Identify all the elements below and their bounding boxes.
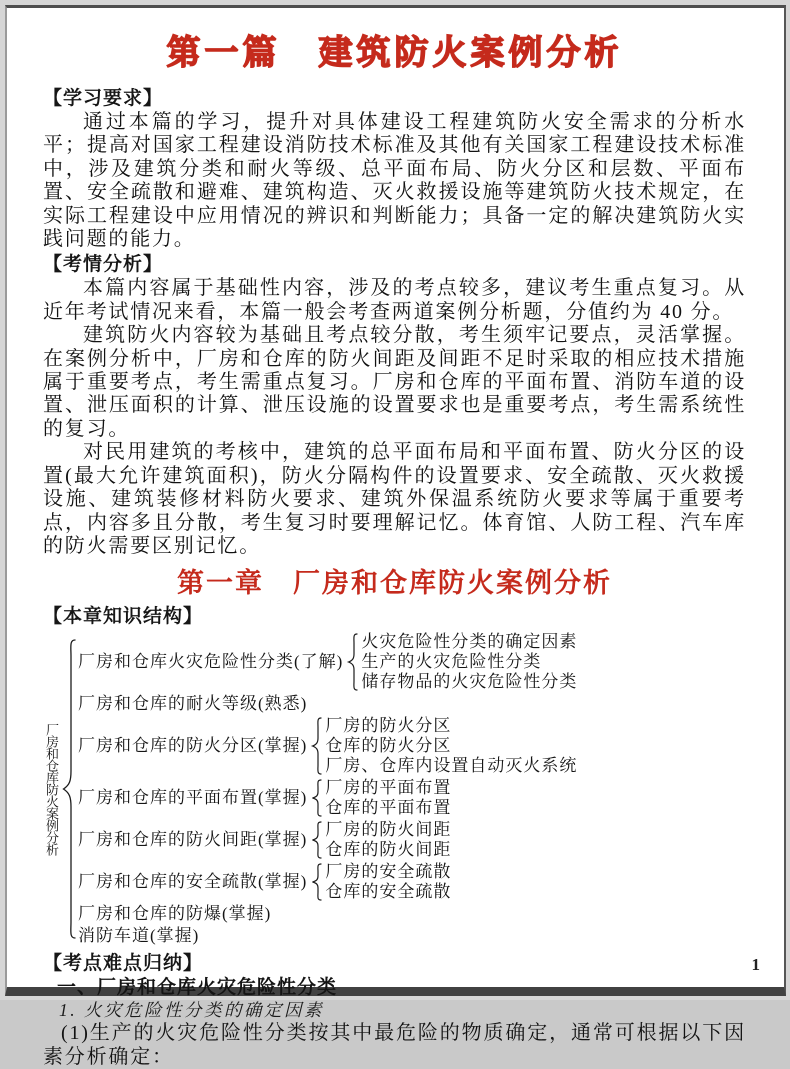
exam-analysis-heading: 【考情分析】 <box>43 253 164 276</box>
tree-leaf: 厂房的防火分区 <box>325 716 452 736</box>
tree-leaf: 厂房的防火间距 <box>325 820 452 840</box>
branch-label: 厂房和仓库的防爆(掌握) <box>78 904 272 924</box>
branch-children <box>325 820 451 860</box>
tree-leaf: 储存物品的火灾危险性分类 <box>361 672 578 692</box>
exam-analysis-paragraph-3: 对民用建筑的考核中，建筑的总平面布局和平面布置、防火分区的设置(最大允许建筑面积)，防火分隔构件的设置要求、安全疏散、灭火救援设施、建筑装修材料防火要求、建筑外保温系统防火要求等属于重要考点，内容多且分散，考生复习时要理解记忆。体育馆、人防工程、汽车库的防火需要区别记忆。 <box>43 441 746 557</box>
tree-branch <box>78 716 577 776</box>
tree-leaf: 厂房的安全疏散 <box>325 862 452 882</box>
tree-branch <box>78 694 577 714</box>
tree-leaf: 仓库的防火间距 <box>325 840 452 860</box>
tree-leaf: 厂房的平面布置 <box>325 778 452 798</box>
section-one-title: 一、厂房和仓库火灾危险性分类 <box>57 976 338 999</box>
key-points-heading: 【考点难点归纳】 <box>43 952 204 975</box>
branch-children <box>325 862 451 902</box>
tree-branch <box>78 926 577 946</box>
study-requirements-paragraph: 通过本篇的学习，提升对具体建设工程建筑防火安全需求的分析水平；提高对国家工程建设消防技术标准及其他有关国家工程建设技术标准中，涉及建筑分类和耐火等级、总平面布局、防火分区和层数、平面布置、安全疏散和避难、建筑构造、灭火救援设施等建筑防火技术规定，在实际工程建设中应用情况的辨识和判断能力；具备一定的解决建筑防火实践问题的能力。 <box>43 111 746 251</box>
branch-label: 厂房和仓库的平面布置(掌握) <box>78 788 308 808</box>
subsection-text: (1)生产的火灾危险性分类按其中最危险的物质确定，通常可根据以下因素分析确定： <box>43 1022 746 1068</box>
tree-root-label: 厂房和仓库防火案例分析 <box>44 723 59 856</box>
knowledge-tree-diagram <box>43 631 746 947</box>
tree-leaf: 仓库的平面布置 <box>325 798 452 818</box>
page-number: 1 <box>751 955 760 974</box>
tree-leaf: 仓库的安全疏散 <box>325 882 452 902</box>
left-brace-icon <box>62 639 76 939</box>
tree-branch <box>78 904 577 924</box>
left-brace-icon <box>311 821 322 859</box>
left-brace-icon <box>311 863 322 901</box>
tree-leaf: 生产的火灾危险性分类 <box>361 652 542 672</box>
exam-analysis-paragraph-1: 本篇内容属于基础性内容，涉及的考点较多，建议考生重点复习。从近年考试情况来看，本篇一般会考查两道案例分析题，分值约为 40 分。 <box>43 277 746 323</box>
branch-children <box>361 632 577 692</box>
tree-branches <box>78 631 577 947</box>
branch-label: 厂房和仓库的防火分区(掌握) <box>78 736 308 756</box>
left-brace-icon <box>347 633 358 691</box>
tree-leaf: 厂房、仓库内设置自动灭火系统 <box>325 756 578 776</box>
tree-branch <box>78 820 577 860</box>
study-requirements-heading: 【学习要求】 <box>43 87 164 109</box>
exam-analysis-paragraph-2: 建筑防火内容较为基础且考点较分散，考生须牢记要点，灵活掌握。在案例分析中，厂房和仓库的防火间距及间距不足时采取的相应技术措施属于重要考点，考生需重点复习。厂房和仓库的平面布置、消防车道的设置、泄压面积的计算、泄压设施的设置要求也是重要考点，考生需系统性的复习。 <box>43 324 746 440</box>
knowledge-structure-heading: 【本章知识结构】 <box>43 605 204 628</box>
tree-branch <box>78 862 577 902</box>
book-page <box>5 5 786 1068</box>
left-brace-icon <box>311 779 322 817</box>
branch-label: 厂房和仓库的防火间距(掌握) <box>78 830 308 850</box>
branch-label: 消防车道(掌握) <box>78 926 200 946</box>
branch-label: 厂房和仓库的耐火等级(熟悉) <box>78 694 308 714</box>
part-title: 第一篇 建筑防火案例分析 <box>166 33 623 73</box>
chapter-title: 第一章 厂房和仓库防火案例分析 <box>177 568 612 599</box>
tree-branch <box>78 778 577 818</box>
branch-children <box>325 716 577 776</box>
left-brace-icon <box>311 717 322 775</box>
tree-leaf: 火灾危险性分类的确定因素 <box>361 632 578 652</box>
branch-label: 厂房和仓库火灾危险性分类(了解) <box>78 652 344 672</box>
tree-leaf: 仓库的防火分区 <box>325 736 452 756</box>
subsection-one-title: 1. 火灾危险性分类的确定因素 <box>59 1000 324 1021</box>
branch-children <box>325 778 451 818</box>
tree-branch <box>78 632 577 692</box>
branch-label: 厂房和仓库的安全疏散(掌握) <box>78 872 308 892</box>
